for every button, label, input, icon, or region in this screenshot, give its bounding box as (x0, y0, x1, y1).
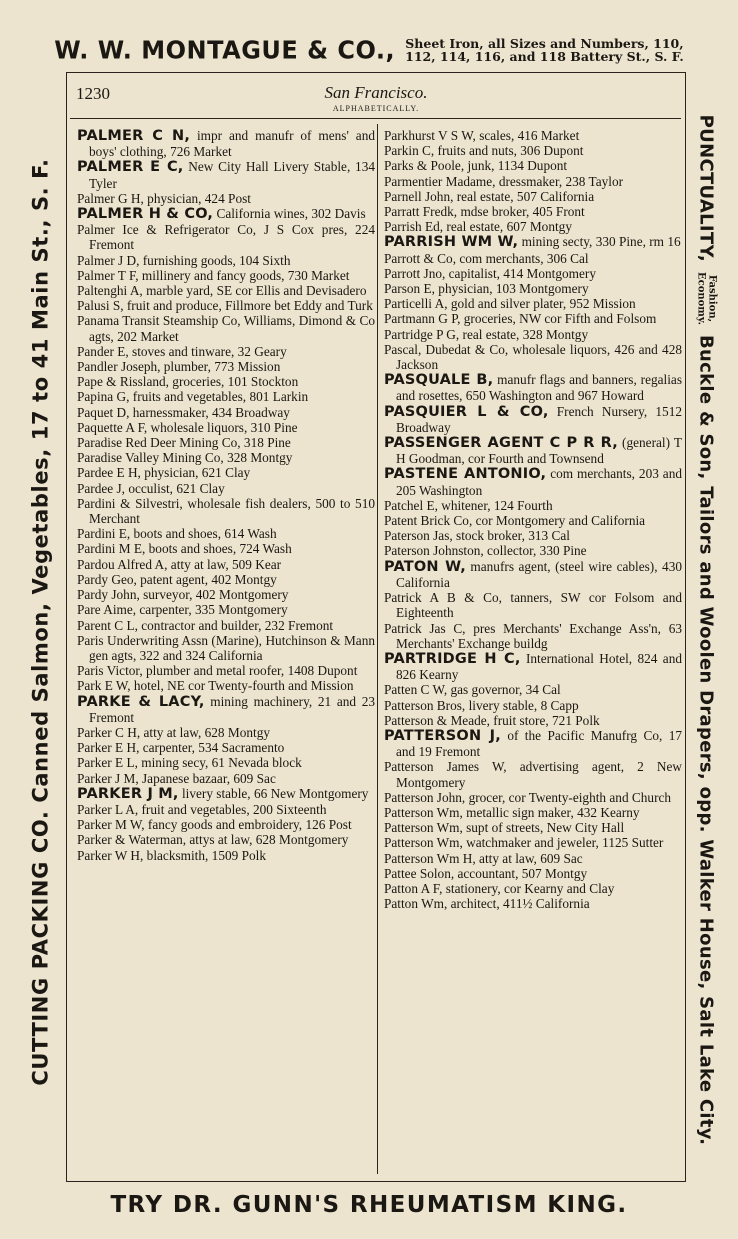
right-ad-part-2: Buckle & Son, Tailors and Woolen Drapers, opp. Walker House, Salt Lake City. (695, 335, 717, 1146)
directory-entry (77, 206, 375, 222)
entry-text: Patterson James W, advertising agent, 2 New Montgomery (384, 759, 682, 790)
entry-name-bold: PARKE & LACY, (77, 693, 205, 710)
directory-entry (384, 251, 682, 266)
entry-text: Pardee J, occulist, 621 Clay (77, 480, 225, 496)
right-margin-advertisement (682, 90, 730, 1170)
entry-text: mining machinery, 21 and 23 Fremont (89, 693, 375, 725)
directory-entry (384, 311, 682, 326)
directory-entry (77, 817, 375, 832)
directory-entry (77, 374, 375, 389)
entry-text: Patton Wm, architect, 411½ California (384, 896, 590, 912)
directory-entry (77, 222, 375, 252)
entry-text: Parker E L, mining secy, 61 Nevada block (77, 755, 302, 771)
entry-text: French Nursery, 1512 Broadway (396, 403, 682, 435)
directory-entry (77, 405, 375, 420)
directory-entry (384, 219, 682, 234)
directory-entry (384, 590, 682, 620)
entry-text: Parkhurst V S W, scales, 416 Market (384, 128, 580, 143)
column-divider (377, 124, 378, 1174)
directory-entry (77, 389, 375, 404)
directory-entry (77, 755, 375, 770)
directory-entry (77, 344, 375, 359)
directory-entry (384, 728, 682, 759)
directory-entry (384, 435, 682, 466)
top-ad-line-1: Sheet Iron, all Sizes and Numbers, 110, (405, 36, 684, 51)
directory-entry (384, 234, 682, 250)
entry-text: Pare Aime, carpenter, 335 Montgomery (77, 602, 288, 618)
directory-entry (77, 128, 375, 159)
entry-text: Paltenghi A, marble yard, SE cor Ellis and Devisadero (77, 283, 367, 299)
entry-text: Parker L A, fruit and vegetables, 200 Sixteenth (77, 801, 327, 817)
entry-text: New City Hall Livery Stable, 134 Tyler (89, 159, 375, 191)
directory-entry (77, 602, 375, 617)
entry-text: Pardou Alfred A, atty at law, 509 Kear (77, 556, 282, 572)
directory-entry (77, 268, 375, 283)
entry-text: Patterson John, grocer, cor Twenty-eighth and Church (384, 789, 672, 805)
entry-text: Partridge P G, real estate, 328 Montgy (384, 326, 589, 342)
directory-entry (384, 281, 682, 296)
directory-entry (384, 128, 682, 143)
directory-entry (77, 541, 375, 556)
entry-text: Patrick A B & Co, tanners, SW cor Folsom and Eighteenth (384, 590, 682, 621)
entry-text: Patchel E, whitener, 124 Fourth (384, 497, 553, 513)
entry-text: Pardy Geo, patent agent, 402 Montgy (77, 571, 277, 587)
directory-entry (77, 450, 375, 465)
entry-text: Partmann G P, groceries, NW cor Fifth and Folsom (384, 311, 657, 327)
entry-text: Parmentier Madame, dressmaker, 238 Taylor (384, 173, 624, 189)
left-margin-advertisement (18, 66, 64, 1178)
right-ad-small (695, 272, 717, 325)
right-ad-small-2: Economy. (695, 271, 707, 326)
entry-text: Paradise Red Deer Mining Co, 318 Pine (77, 435, 291, 451)
entry-text: Pardy John, surveyor, 402 Montgomery (77, 587, 289, 603)
page-subtitle: ALPHABETICALLY. (332, 104, 420, 113)
entry-name-bold: PASSENGER AGENT C P R R, (384, 435, 618, 452)
directory-entry (384, 404, 682, 435)
directory-entry (77, 359, 375, 374)
entry-text: Parson E, physician, 103 Montgomery (384, 281, 589, 297)
entry-text: Panama Transit Steamship Co, Williams, Dimond & Co agts, 202 Market (77, 313, 375, 344)
directory-entry (77, 725, 375, 740)
entry-text: mining secty, 330 Pine, rm 16 (518, 234, 681, 250)
directory-entry (77, 618, 375, 633)
page-header (76, 82, 676, 114)
right-ad-small-1: Fashion, (706, 274, 718, 323)
directory-entry (384, 372, 682, 403)
entry-text: livery stable, 66 New Montgomery (178, 785, 369, 801)
entry-text: Parker J M, Japanese bazaar, 609 Sac (77, 770, 276, 786)
directory-entry (77, 832, 375, 847)
entry-text: Pattee Solon, accountant, 507 Montgy (384, 865, 588, 881)
entry-name-bold: PARRISH WM W, (384, 234, 519, 251)
entry-text: Parker M W, fancy goods and embroidery, 126 Post (77, 817, 352, 833)
page-number: 1230 (76, 84, 110, 103)
top-ad-line-2: 112, 114, 116, and 118 Battery St., S. F. (405, 49, 684, 64)
directory-entry (77, 159, 375, 190)
directory-entry (384, 682, 682, 697)
directory-entry (77, 663, 375, 678)
entry-name-bold: PARTRIDGE H C, (384, 650, 521, 667)
entry-text: Parrott Jno, capitalist, 414 Montgomery (384, 265, 596, 281)
directory-entry (384, 296, 682, 311)
right-ad-part-1: PUNCTUALITY, (695, 114, 717, 262)
directory-entry (77, 465, 375, 480)
directory-entry (77, 694, 375, 725)
directory-entry (384, 713, 682, 728)
directory-entry (77, 848, 375, 863)
entry-text: Palmer G H, physician, 424 Post (77, 190, 251, 206)
entry-text: Parratt Fredk, mdse broker, 405 Front (384, 204, 585, 220)
entry-text: Parker E H, carpenter, 534 Sacramento (77, 740, 285, 756)
entry-text: of the Pacific Manufrg Co, 17 and 19 Fremont (396, 727, 682, 760)
entry-name-bold: PALMER H & CO, (77, 206, 214, 223)
entry-text: Parnell John, real estate, 507 California (384, 188, 595, 204)
entry-name-bold: PATON W, (384, 558, 466, 575)
entry-text: Patterson Wm H, atty at law, 609 Sac (384, 850, 583, 866)
entry-name-bold: PALMER E C, (77, 159, 184, 176)
directory-entry (77, 191, 375, 206)
directory-entry (384, 698, 682, 713)
header-rule (70, 118, 681, 119)
directory-entry (384, 189, 682, 204)
entry-text: Parrott & Co, com merchants, 306 Cal (384, 250, 589, 266)
directory-entry (384, 158, 682, 173)
directory-entry (77, 435, 375, 450)
entry-text: Patterson Wm, supt of streets, New City Hall (384, 820, 625, 836)
directory-entry (77, 253, 375, 268)
entry-text: Patten C W, gas governor, 34 Cal (384, 682, 561, 698)
entry-text: International Hotel, 824 and 826 Kearny (396, 650, 682, 683)
directory-entry (77, 283, 375, 298)
directory-entry (384, 327, 682, 342)
directory-entry (384, 466, 682, 497)
directory-entry (384, 896, 682, 911)
left-column (77, 128, 375, 863)
entry-text: Patton A F, stationery, cor Kearny and Clay (384, 880, 615, 896)
entry-text: Paterson Jas, stock broker, 313 Cal (384, 528, 570, 544)
entry-text: Patterson & Meade, fruit store, 721 Polk (384, 712, 600, 728)
entry-text: com merchants, 203 and 205 Washington (396, 466, 682, 498)
entry-name-bold: PASTENE ANTONIO, (384, 466, 547, 483)
directory-entry (77, 572, 375, 587)
entry-text: Parent C L, contractor and builder, 232 Fremont (77, 617, 334, 633)
top-advertisement (0, 30, 738, 70)
directory-entry (384, 790, 682, 805)
directory-entry (384, 881, 682, 896)
directory-entry (384, 528, 682, 543)
directory-entry (77, 633, 375, 663)
directory-entry (77, 557, 375, 572)
entry-text: Patent Brick Co, cor Montgomery and California (384, 513, 646, 529)
entry-text: Patterson Bros, livery stable, 8 Capp (384, 697, 579, 713)
entry-text: Parkin C, fruits and nuts, 306 Dupont (384, 143, 584, 159)
directory-entry (384, 559, 682, 590)
entry-text: Parker C H, atty at law, 628 Montgy (77, 724, 271, 740)
directory-entry (77, 740, 375, 755)
entry-text: Parker & Waterman, attys at law, 628 Montgomery (77, 832, 349, 848)
entry-text: Park E W, hotel, NE cor Twenty-fourth and Mission (77, 678, 354, 694)
directory-entry (384, 266, 682, 281)
directory-entry (384, 498, 682, 513)
entry-text: Palmer T F, millinery and fancy goods, 730 Market (77, 267, 350, 283)
entry-text: Paris Underwriting Assn (Marine), Hutchinson & Mann gen agts, 322 and 324 California (77, 632, 375, 663)
entry-text: Pander E, stoves and tinware, 32 Geary (77, 343, 287, 359)
directory-entry (384, 204, 682, 219)
bottom-advertisement: TRY DR. GUNN'S RHEUMATISM KING. (110, 1192, 628, 1218)
directory-entry (384, 820, 682, 835)
left-ad-text: CUTTING PACKING CO. Canned Salmon, Vegetables, 17 to 41 Main St., S. F. (29, 158, 53, 1086)
directory-entry (384, 543, 682, 558)
entry-text: manufrs agent, (steel wire cables), 430 California (396, 558, 682, 590)
entry-name-bold: PARKER J M, (77, 785, 179, 802)
directory-entry (384, 651, 682, 682)
entry-name-bold: PALMER C N, (77, 128, 191, 144)
directory-entry (384, 143, 682, 158)
entry-text: (general) T H Goodman, cor Fourth and Townsend (396, 435, 682, 467)
directory-entry (384, 342, 682, 372)
directory-entry (77, 298, 375, 313)
page-title: San Francisco. (324, 83, 428, 102)
entry-text: Patterson Wm, metallic sign maker, 432 Kearny (384, 804, 640, 820)
entry-text: Pardini E, boots and shoes, 614 Wash (77, 526, 277, 542)
entry-name-bold: PATTERSON J, (384, 727, 501, 744)
entry-text: Paquette A F, wholesale liquors, 310 Pine (77, 419, 298, 435)
directory-entry (384, 621, 682, 651)
directory-entry (77, 587, 375, 602)
entry-name-bold: PASQUIER L & CO, (384, 403, 549, 420)
directory-entry (384, 174, 682, 189)
directory-entry (77, 313, 375, 343)
entry-text: Paquet D, harnessmaker, 434 Broadway (77, 404, 290, 420)
entry-text: Palmer J D, furnishing goods, 104 Sixth (77, 252, 291, 268)
directory-entry (384, 835, 682, 850)
entry-text: Patterson Wm, watchmaker and jeweler, 1125 Sutter (384, 835, 664, 851)
entry-text: Paradise Valley Mining Co, 328 Montgy (77, 450, 293, 466)
directory-entry (384, 759, 682, 789)
entry-text: Palusi S, fruit and produce, Fillmore bet Eddy and Turk (77, 298, 373, 314)
entry-text: Parker W H, blacksmith, 1509 Polk (77, 847, 266, 863)
entry-text: Pandler Joseph, plumber, 773 Mission (77, 359, 281, 375)
entry-text: Palmer Ice & Refrigerator Co, J S Cox pres, 224 Fremont (77, 222, 375, 253)
directory-entry (384, 866, 682, 881)
top-ad-detail (405, 37, 684, 63)
directory-entry (384, 513, 682, 528)
entry-text: Pardee E H, physician, 621 Clay (77, 465, 251, 481)
entry-text: Paris Victor, plumber and metal roofer, 1408 Dupont (77, 663, 358, 679)
directory-entry (384, 851, 682, 866)
entry-text: Paterson Johnston, collector, 330 Pine (384, 543, 587, 559)
entry-text: California wines, 302 Davis (213, 206, 366, 222)
entry-text: Parks & Poole, junk, 1134 Dupont (384, 158, 568, 174)
entry-text: impr and manufr of mens' and boys' clothing, 726 Market (89, 128, 375, 160)
entry-text: Pape & Rissland, groceries, 101 Stockton (77, 374, 299, 390)
entry-name-bold: PASQUALE B, (384, 372, 494, 389)
entry-text: Parrish Ed, real estate, 607 Montgy (384, 219, 572, 235)
entry-text: Particelli A, gold and silver plater, 952 Mission (384, 296, 636, 312)
right-column (384, 128, 682, 911)
directory-entry (77, 496, 375, 526)
entry-text: Papina G, fruits and vegetables, 801 Larkin (77, 389, 309, 405)
entry-text: Pascal, Dubedat & Co, wholesale liquors, 426 and 428 Jackson (384, 341, 682, 373)
entry-text: Pardini & Silvestri, wholesale fish dealers, 500 to 510 Merchant (77, 495, 375, 527)
directory-entry (77, 802, 375, 817)
entry-text: Patrick Jas C, pres Merchants' Exchange Ass'n, 63 Merchants' Exchange buildg (384, 620, 682, 651)
top-ad-firm: W. W. MONTAGUE & CO., (54, 35, 396, 65)
directory-entry (384, 805, 682, 820)
entry-text: Pardini M E, boots and shoes, 724 Wash (77, 541, 292, 557)
directory-entry (77, 771, 375, 786)
directory-entry (77, 526, 375, 541)
directory-entry (77, 786, 375, 802)
entry-text: manufr flags and banners, regalias and rosettes, 650 Washington and 967 Howard (396, 372, 682, 404)
directory-entry (77, 678, 375, 693)
directory-entry (77, 481, 375, 496)
directory-entry (77, 420, 375, 435)
